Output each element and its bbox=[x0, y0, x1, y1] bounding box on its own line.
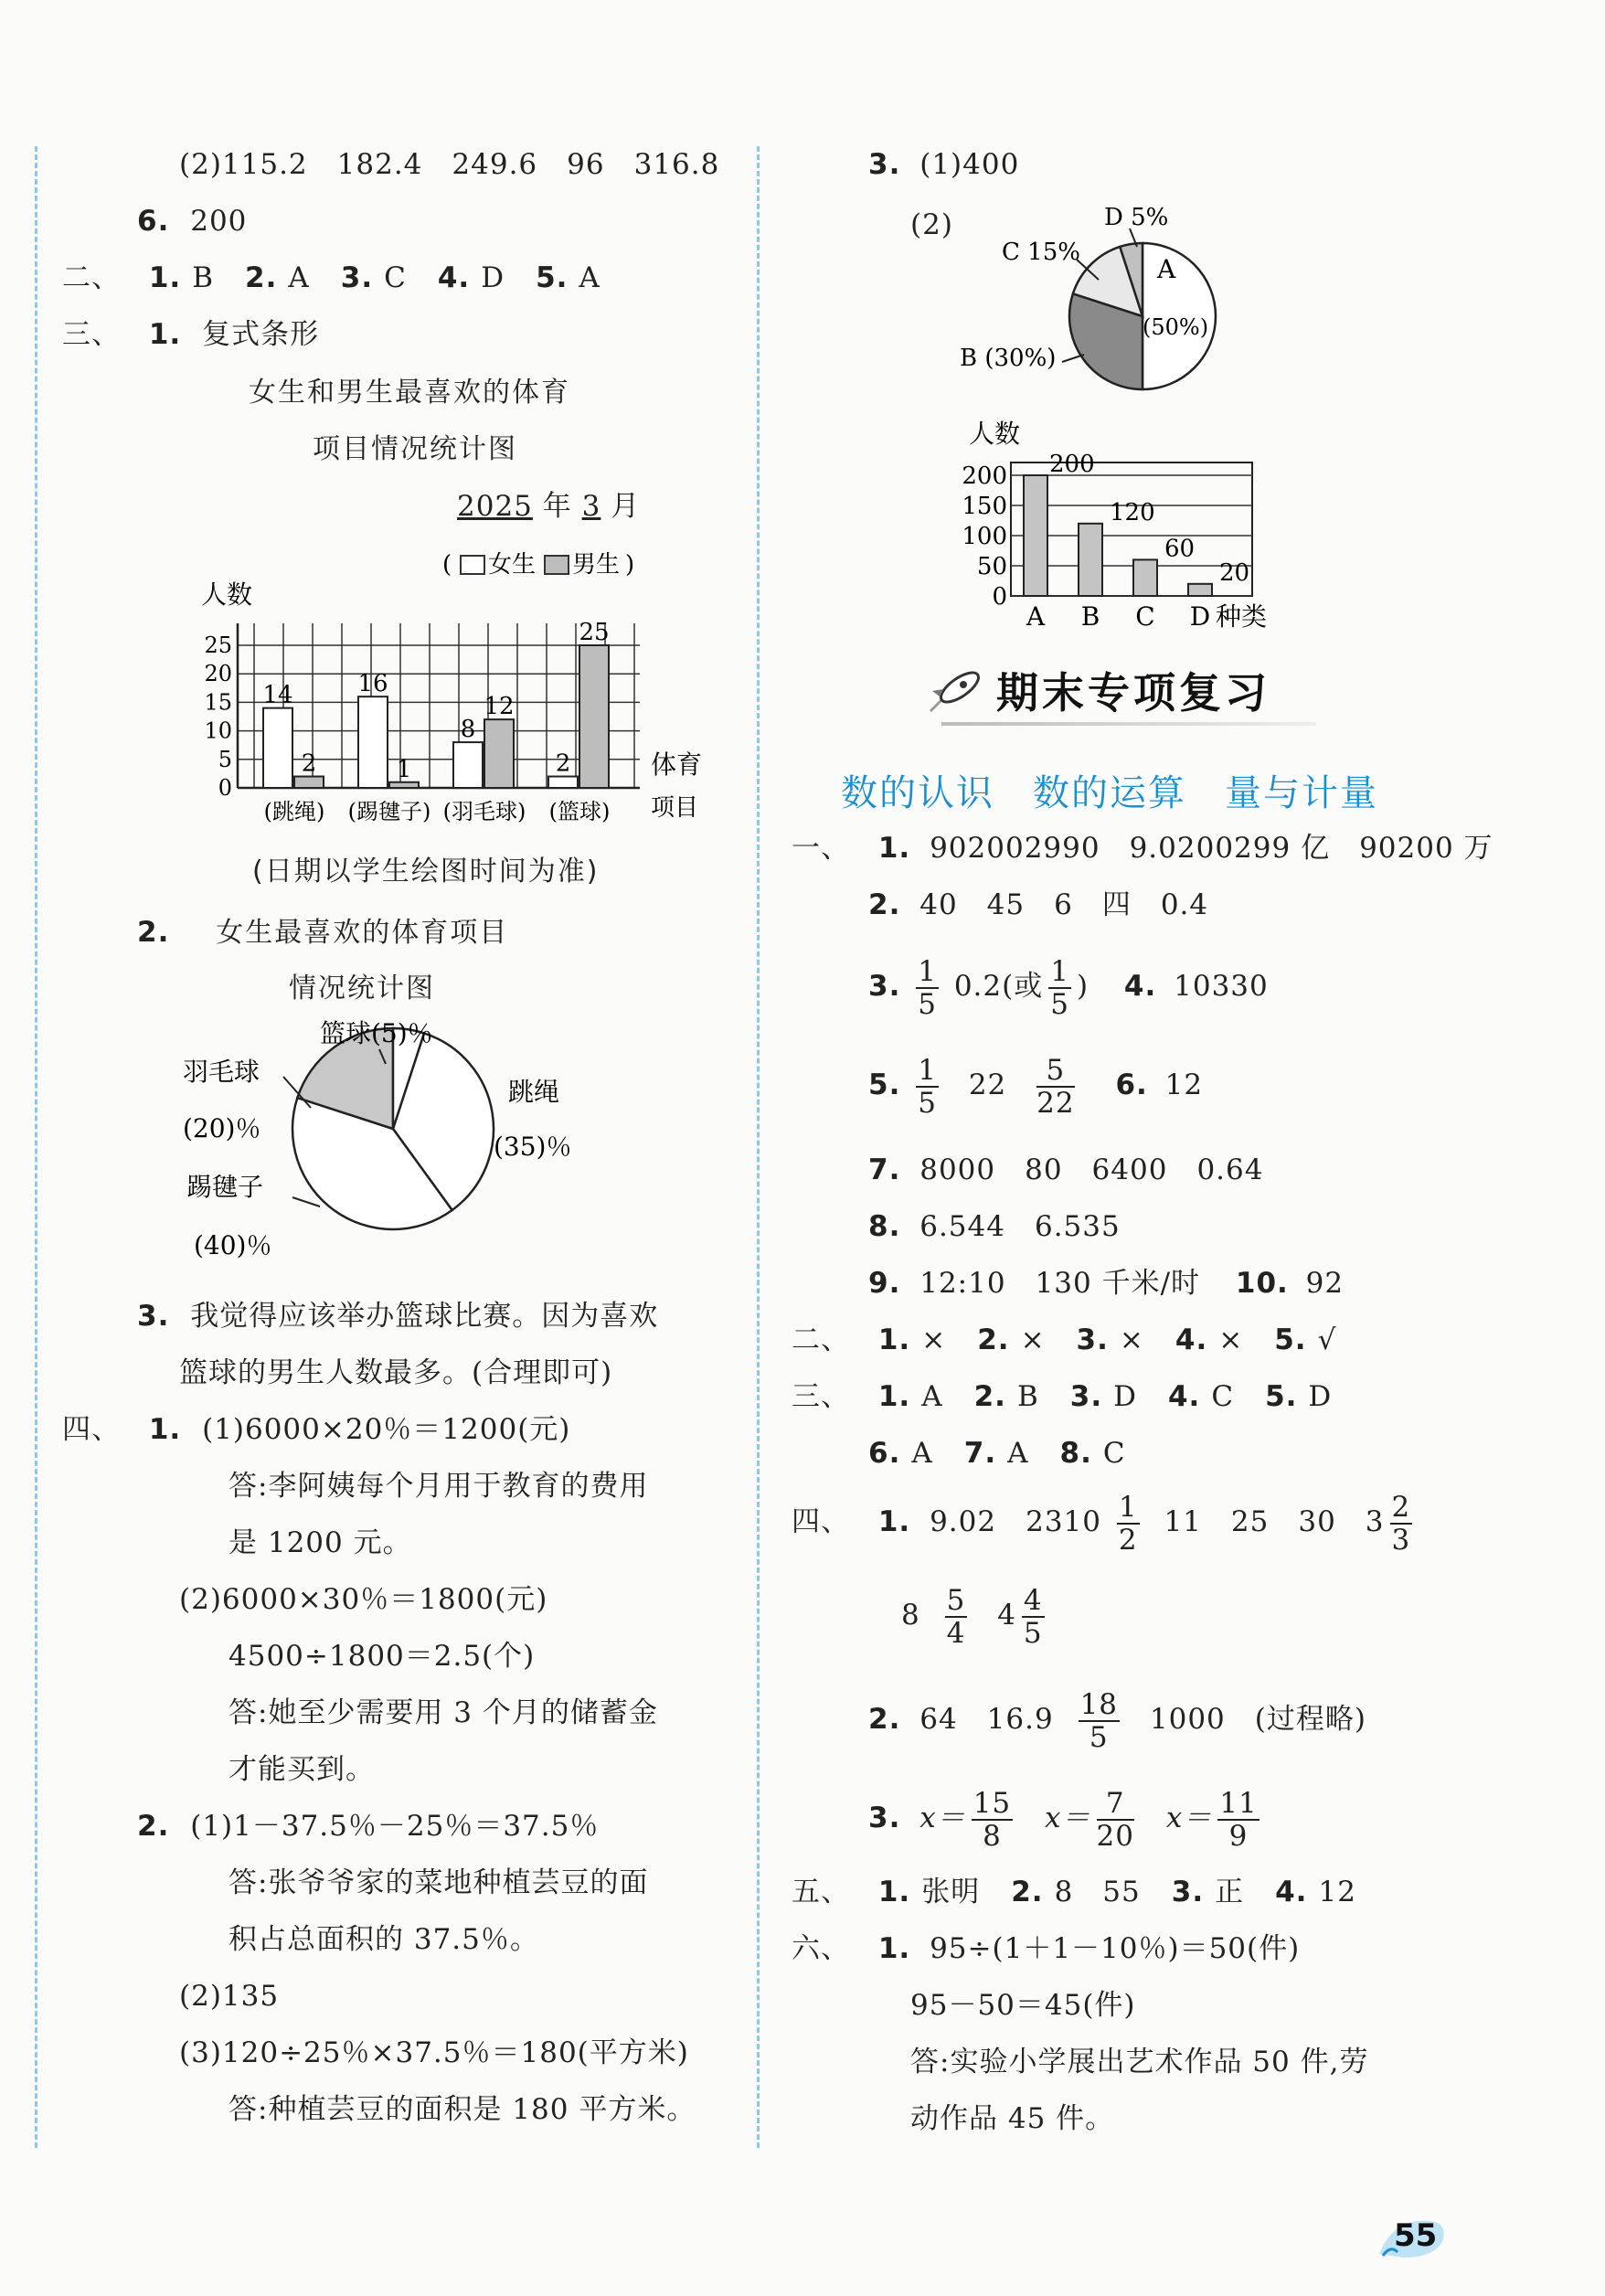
answer-line: (2)135 bbox=[179, 1980, 280, 2013]
fraction: $\frac{5}{4}$ bbox=[946, 1583, 966, 1650]
answer-value: C bbox=[1211, 1380, 1235, 1413]
bar-girls bbox=[453, 742, 483, 788]
answer-value: 902002990 9.0200299 亿 90200 万 bbox=[930, 832, 1493, 865]
pie-label-rope: 跳绳 bbox=[508, 1077, 560, 1107]
x-tick-label: (羽毛球) bbox=[442, 799, 526, 824]
answer-value: A bbox=[288, 261, 310, 294]
y-axis-label: 人数 bbox=[969, 419, 1021, 449]
right-s1-q7 bbox=[868, 1152, 1263, 1188]
question-number: 1. bbox=[148, 318, 182, 351]
question-number: 4. bbox=[437, 261, 471, 294]
data-label: 60 bbox=[1164, 535, 1196, 563]
question-number: 2. bbox=[973, 1380, 1006, 1413]
answer-line: 4500÷1800＝2.5(个) bbox=[229, 1640, 536, 1673]
answer-value: A bbox=[921, 1380, 943, 1413]
answer-value: × bbox=[921, 1323, 947, 1356]
question-number: 6. bbox=[137, 205, 170, 238]
fraction: $\frac{11}{9}$ bbox=[1219, 1786, 1258, 1853]
answer-line bbox=[137, 203, 247, 239]
bar bbox=[1079, 524, 1102, 596]
answer-line: 动作品 45 件。 bbox=[910, 2102, 1115, 2135]
y-tick-label: 15 bbox=[204, 689, 232, 716]
answer-value: x＝ bbox=[1165, 1802, 1213, 1834]
answer-line: 答:张爷爷家的菜地种植芸豆的面 bbox=[229, 1866, 649, 1899]
section-four-q2 bbox=[137, 1808, 599, 1844]
answer-line: (2)115.2 182.4 249.6 96 316.8 bbox=[179, 148, 720, 181]
answer-value: 8 55 bbox=[1054, 1876, 1141, 1908]
chart2-title-line2: 情况统计图 bbox=[289, 973, 435, 1004]
question-number: 2. bbox=[137, 916, 170, 949]
question-number: 1. bbox=[877, 1876, 911, 1908]
answer-value: 9.02 2310 bbox=[930, 1505, 1101, 1538]
legend-swatch-girls bbox=[461, 556, 484, 574]
right-section-six bbox=[792, 1930, 1300, 1967]
y-tick-label: 50 bbox=[976, 553, 1007, 580]
bar-girls bbox=[263, 708, 292, 788]
x-tick-label: C bbox=[1135, 601, 1155, 632]
fraction: $\frac{1}{5}$ bbox=[1050, 954, 1069, 1021]
question-number: 1. bbox=[877, 1505, 911, 1538]
page-number: 55 bbox=[1394, 2217, 1438, 2254]
x-tick-label: A bbox=[1026, 601, 1046, 632]
right-s1-q5 bbox=[868, 1044, 1203, 1126]
y-tick-label: 5 bbox=[218, 746, 232, 772]
legend-close: ) bbox=[625, 551, 635, 579]
y-tick-label: 10 bbox=[204, 718, 232, 744]
legend-label: 女生 bbox=[488, 551, 537, 579]
pie-label-b: B (30%) bbox=[960, 345, 1057, 372]
question-number: 1. bbox=[877, 1323, 911, 1356]
answer-value: 4 bbox=[997, 1599, 1016, 1632]
chart1-year: 2025 bbox=[457, 490, 533, 523]
question-number: 7. bbox=[868, 1153, 901, 1186]
data-label: 120 bbox=[1110, 498, 1155, 526]
question-number: 5. bbox=[1265, 1380, 1298, 1413]
right-section-three-row2 bbox=[868, 1435, 1126, 1472]
answer-value: B bbox=[192, 261, 214, 294]
chart2-pie-chart bbox=[183, 1018, 640, 1270]
answer-value: A bbox=[1007, 1437, 1029, 1470]
year-unit: 年 bbox=[542, 490, 572, 523]
section-four-q1 bbox=[62, 1411, 570, 1448]
section-label: 六、 bbox=[792, 1932, 850, 1965]
section-title: 期末专项复习 bbox=[996, 668, 1270, 718]
pie-label-badminton: 羽毛球 bbox=[183, 1057, 260, 1087]
fraction: $\frac{1}{5}$ bbox=[918, 954, 937, 1021]
question-3 bbox=[137, 1298, 658, 1334]
question-number: 5. bbox=[1274, 1323, 1307, 1356]
question-number: 2. bbox=[137, 1810, 170, 1843]
x-tick-label: D bbox=[1189, 601, 1211, 632]
answer-line: 是 1200 元。 bbox=[229, 1526, 412, 1559]
question-number: 3. bbox=[1171, 1876, 1205, 1908]
answer-value: D bbox=[1308, 1380, 1333, 1413]
x-axis-label: 种类 bbox=[1216, 601, 1268, 632]
question-number: 6. bbox=[868, 1437, 901, 1470]
question-number: 5. bbox=[868, 1068, 901, 1101]
question-number: 6. bbox=[1115, 1068, 1148, 1101]
section-label: 四、 bbox=[792, 1505, 850, 1538]
section-label: 一、 bbox=[792, 832, 850, 865]
answer-value: B bbox=[1016, 1380, 1039, 1413]
x-tick-label: (踢毽子) bbox=[347, 799, 431, 824]
fraction: $\frac{1}{2}$ bbox=[1118, 1490, 1138, 1557]
fraction: $\frac{5}{22}$ bbox=[1036, 1053, 1075, 1120]
section-label: 二、 bbox=[792, 1323, 850, 1356]
question-number: 8. bbox=[868, 1210, 901, 1243]
chart2-heading bbox=[137, 914, 508, 951]
answer-value: 复式条形 bbox=[202, 318, 320, 351]
question-number: 5. bbox=[536, 261, 569, 294]
answer-value: 12:10 130 千米/时 bbox=[919, 1267, 1201, 1300]
answer-line: (3)120÷25％×37.5％＝180(平方米) bbox=[179, 2036, 689, 2069]
section-label: 三、 bbox=[792, 1380, 850, 1413]
answer-value: √ bbox=[1317, 1323, 1337, 1356]
chart1-month: 3 bbox=[581, 490, 601, 523]
section-label: 四、 bbox=[62, 1413, 121, 1446]
answer-value: 8000 80 6400 0.64 bbox=[919, 1153, 1264, 1186]
answer-value: 1000 (过程略) bbox=[1149, 1703, 1366, 1736]
leader-line bbox=[1062, 355, 1084, 362]
pie-label-shuttlecock-pct: (40)％ bbox=[194, 1230, 272, 1260]
pie-label-a: A bbox=[1157, 254, 1176, 284]
right-s1-q8 bbox=[868, 1208, 1121, 1245]
question-number: 3. bbox=[868, 148, 901, 181]
answer-value: 22 bbox=[968, 1068, 1007, 1101]
chart1-title-line2: 项目情况统计图 bbox=[313, 433, 517, 465]
answer-line: 95－50＝45(件) bbox=[910, 1989, 1136, 2022]
pie-label-c: C 15% bbox=[1002, 239, 1080, 266]
fraction: $\frac{2}{3}$ bbox=[1391, 1490, 1411, 1557]
answer-text: 篮球的男生人数最多。(合理即可) bbox=[179, 1356, 613, 1389]
question-number: 4. bbox=[1167, 1380, 1201, 1413]
question-number: 3. bbox=[868, 970, 901, 1003]
question-number: 3. bbox=[137, 1300, 170, 1333]
bar bbox=[1133, 559, 1157, 596]
chart1-note: (日期以学生绘图时间为准) bbox=[252, 856, 600, 888]
answer-line: 答:她至少需要用 3 个月的储蓄金 bbox=[229, 1696, 658, 1729]
answer-line: 才能买到。 bbox=[229, 1753, 375, 1786]
section-label: 五、 bbox=[792, 1876, 850, 1908]
data-label: 14 bbox=[262, 681, 293, 709]
question-3 bbox=[868, 146, 1019, 183]
question-number: 4. bbox=[1275, 1876, 1308, 1908]
right-section-three bbox=[792, 1378, 1332, 1415]
chart4-bar-chart bbox=[951, 411, 1298, 640]
bar-boys bbox=[294, 777, 324, 788]
answer-value: C bbox=[384, 261, 407, 294]
right-s1-q3 bbox=[868, 945, 1269, 1027]
right-s1-q9 bbox=[868, 1265, 1344, 1302]
answer-value: x＝ bbox=[1045, 1802, 1091, 1834]
answer-value: C bbox=[1102, 1437, 1126, 1470]
answer-line: (1)1－37.5％－25％＝37.5％ bbox=[190, 1810, 600, 1843]
pie-label-a-pct: (50%) bbox=[1143, 314, 1209, 340]
answer-line: (2)6000×30％＝1800(元) bbox=[179, 1583, 548, 1616]
question-number: 1. bbox=[877, 1380, 911, 1413]
pie-label-basketball: 篮球(5)％ bbox=[320, 1018, 433, 1048]
question-number: 3. bbox=[868, 1802, 901, 1834]
chart1-date bbox=[457, 488, 640, 525]
section-header bbox=[923, 651, 1316, 733]
section-label: 三、 bbox=[62, 318, 121, 351]
question-number: 9. bbox=[868, 1267, 901, 1300]
data-label: 1 bbox=[396, 755, 412, 783]
data-label: 16 bbox=[357, 670, 388, 698]
answer-value: × bbox=[1020, 1323, 1046, 1356]
pie-label-rope-pct: (35)％ bbox=[494, 1132, 572, 1162]
fraction: $\frac{4}{5}$ bbox=[1023, 1583, 1043, 1650]
data-label: 8 bbox=[460, 716, 476, 744]
question-number: 2. bbox=[868, 1703, 901, 1736]
x-axis-label: 体育 bbox=[651, 749, 703, 780]
chart1-title-line1: 女生和男生最喜欢的体育 bbox=[249, 377, 570, 409]
section-label: 二、 bbox=[62, 261, 121, 294]
answer-value: 8 bbox=[901, 1599, 920, 1632]
right-s4-q1 bbox=[792, 1481, 1418, 1563]
pie-label-badminton-pct: (20)％ bbox=[183, 1113, 261, 1143]
y-tick-label: 0 bbox=[218, 775, 232, 801]
answer-value: 12 bbox=[1318, 1876, 1356, 1908]
question-number: 1. bbox=[148, 1413, 182, 1446]
answer-text: 我觉得应该举办篮球比赛。因为喜欢 bbox=[190, 1300, 659, 1333]
legend-open: ( bbox=[442, 551, 452, 579]
right-s4-q3 bbox=[868, 1777, 1265, 1859]
answer-value: 40 45 6 四 0.4 bbox=[919, 888, 1209, 921]
bar bbox=[1188, 584, 1212, 596]
y-axis-label: 人数 bbox=[201, 579, 253, 610]
chart3-pie-chart bbox=[951, 201, 1225, 384]
page-number-badge bbox=[1376, 2212, 1449, 2263]
answer-value: 12 bbox=[1164, 1068, 1204, 1101]
answer-line: 95÷(1＋1－10％)＝50(件) bbox=[930, 1932, 1301, 1965]
y-tick-label: 20 bbox=[204, 661, 232, 687]
answer-line: 积占总面积的 37.5％。 bbox=[229, 1923, 539, 1956]
question-number: 7. bbox=[963, 1437, 997, 1470]
question-number: 1. bbox=[877, 832, 911, 865]
column-divider-left bbox=[35, 146, 37, 2148]
y-tick-label: 0 bbox=[992, 583, 1007, 611]
fraction: $\frac{1}{5}$ bbox=[918, 1053, 937, 1120]
answer-line: (1)6000×20％＝1200(元) bbox=[202, 1413, 571, 1446]
title-underline bbox=[941, 722, 1316, 726]
question-number: 8. bbox=[1059, 1437, 1092, 1470]
right-s1-q2 bbox=[868, 887, 1208, 923]
topic-subtitle: 数的认识 数的运算 量与计量 bbox=[841, 772, 1378, 814]
bar-girls bbox=[548, 777, 578, 788]
answer-value: x＝ bbox=[919, 1802, 966, 1834]
data-label: 12 bbox=[484, 693, 515, 721]
x-tick-label: (跳绳) bbox=[263, 799, 325, 824]
question-number: 1. bbox=[877, 1932, 911, 1965]
sub-question-label: (2) bbox=[910, 208, 953, 241]
chart2-title-line1: 女生最喜欢的体育项目 bbox=[216, 917, 509, 949]
right-section-two bbox=[792, 1322, 1336, 1358]
bar bbox=[1024, 475, 1047, 596]
question-number: 2. bbox=[245, 261, 278, 294]
answer-value: 92 bbox=[1305, 1267, 1345, 1300]
answer-value: D bbox=[481, 261, 505, 294]
column-divider-middle bbox=[757, 146, 760, 2148]
chart1-double-bar-chart bbox=[183, 545, 703, 824]
y-tick-label: 200 bbox=[962, 462, 1007, 490]
answer-value: 6.544 6.535 bbox=[919, 1210, 1121, 1243]
x-tick-label: B bbox=[1080, 601, 1100, 632]
question-number: 2. bbox=[977, 1323, 1010, 1356]
question-number: 10. bbox=[1235, 1267, 1289, 1300]
question-number: 3. bbox=[340, 261, 374, 294]
answer-line: 答:种植芸豆的面积是 180 平方米。 bbox=[229, 2093, 696, 2126]
answer-value: (1)400 bbox=[919, 148, 1020, 181]
x-axis-label: 项目 bbox=[651, 794, 699, 822]
question-number: 3. bbox=[1069, 1380, 1103, 1413]
right-s1-q1 bbox=[792, 830, 1493, 866]
section-three-q1 bbox=[62, 316, 319, 353]
data-label: 2 bbox=[301, 749, 317, 778]
fraction: $\frac{7}{20}$ bbox=[1096, 1786, 1134, 1853]
right-section-five bbox=[792, 1874, 1356, 1910]
question-number: 2. bbox=[1011, 1876, 1044, 1908]
bar-girls bbox=[358, 696, 388, 788]
bar-boys bbox=[484, 719, 514, 788]
paren-close: ) bbox=[1076, 970, 1089, 1003]
x-tick-label: (篮球) bbox=[548, 799, 611, 824]
answer-value: 200 bbox=[190, 205, 248, 238]
answer-value: 10330 bbox=[1174, 970, 1269, 1003]
answer-value: D bbox=[1113, 1380, 1137, 1413]
answer-value: × bbox=[1218, 1323, 1244, 1356]
answer-value: 正 bbox=[1215, 1876, 1245, 1908]
data-label: 20 bbox=[1219, 558, 1250, 587]
answer-value: 11 25 30 3 bbox=[1164, 1505, 1385, 1538]
answer-value: 64 16.9 bbox=[919, 1703, 1054, 1736]
legend-label: 男生 bbox=[572, 551, 621, 579]
data-label: 200 bbox=[1049, 451, 1095, 478]
section-two-answers bbox=[62, 260, 601, 296]
fraction: $\frac{18}{5}$ bbox=[1079, 1687, 1119, 1754]
question-number: 4. bbox=[1175, 1323, 1208, 1356]
y-tick-label: 100 bbox=[962, 523, 1007, 550]
answer-line: 答:李阿姨每个月用于教育的费用 bbox=[229, 1470, 649, 1503]
answer-value: A bbox=[579, 261, 601, 294]
question-number: 2. bbox=[868, 888, 901, 921]
leader-line bbox=[292, 1197, 320, 1206]
answer-value: × bbox=[1119, 1323, 1144, 1356]
bar-boys bbox=[579, 645, 609, 788]
question-number: 4. bbox=[1123, 970, 1157, 1003]
pie-label-shuttlecock: 踢毽子 bbox=[186, 1172, 264, 1202]
answer-value: A bbox=[911, 1437, 933, 1470]
right-s4-q1-cont bbox=[901, 1574, 1050, 1656]
data-label: 2 bbox=[555, 749, 571, 778]
right-s4-q2 bbox=[868, 1678, 1366, 1760]
rocket-icon bbox=[923, 664, 987, 718]
pie-label-d: D 5% bbox=[1104, 204, 1169, 231]
y-tick-label: 25 bbox=[204, 632, 232, 658]
legend-swatch-boys bbox=[545, 556, 569, 574]
month-unit: 月 bbox=[611, 490, 641, 523]
fraction: $\frac{15}{8}$ bbox=[973, 1786, 1012, 1853]
y-tick-label: 150 bbox=[962, 493, 1007, 520]
data-label: 25 bbox=[579, 619, 610, 646]
answer-value: 张明 bbox=[921, 1876, 981, 1908]
answer-line: 答:实验小学展出艺术作品 50 件,劳 bbox=[910, 2046, 1369, 2078]
question-number: 3. bbox=[1076, 1323, 1109, 1356]
question-number: 1. bbox=[148, 261, 182, 294]
answer-value: 0.2(或 bbox=[953, 970, 1044, 1003]
